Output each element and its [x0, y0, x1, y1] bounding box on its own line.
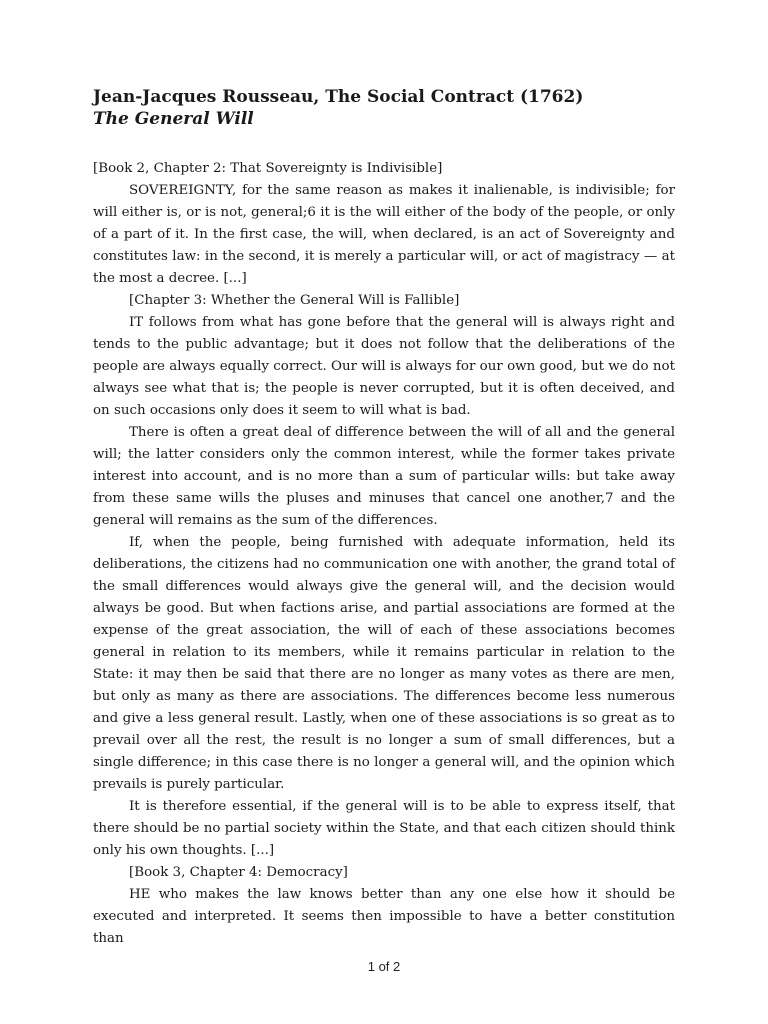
document-body [93, 158, 675, 950]
paragraph: There is often a great deal of difference between the will of all and the general will; the latter considers only the common interest, while the former takes private interest into account, and is no more than a sum of particular wills: but take away from these same wills the pluses and minuses that cancel one another,7 and the general will remains as the sum of the differences. [93, 425, 675, 528]
document-title: Jean-Jacques Rousseau, The Social Contract (1762) [93, 87, 584, 107]
paragraph: It is therefore essential, if the general will is to be able to express itself, that there should be no partial society within the State, and that each citizen should think only his own thoughts. [...] [93, 799, 675, 858]
paragraph: IT follows from what has gone before that the general will is always right and tends to the public advantage; but it does not follow that the deliberations of the people are always equally correct. Our will is always for our own good, but we do not always see what that is; the people is never corrupted, but it is often deceived, and on such occasions only does it seem to will what is bad. [93, 315, 675, 418]
section-heading: [Book 3, Chapter 4: Democracy] [129, 865, 348, 880]
paragraph: HE who makes the law knows better than any one else how it should be executed and interpreted. It seems then impossible to have a better constitution than [93, 887, 675, 946]
page-indicator: 1 of 2 [367, 959, 401, 974]
document-page [93, 86, 675, 950]
section-heading: [Book 2, Chapter 2: That Sovereignty is Indivisible] [93, 161, 443, 176]
section-heading: [Chapter 3: Whether the General Will is Fallible] [129, 293, 460, 308]
paragraph: SOVEREIGNTY, for the same reason as makes it inalienable, is indivisible; for will either is, or is not, general;6 it is the will either of the body of the people, or only of a part of it. In the first case, the will, when declared, is an act of Sovereignty and constitutes law: in the second, it is merely a particular will, or act of magistracy — at the most a decree. [...] [93, 183, 675, 286]
document-subtitle: The General Will [93, 109, 254, 129]
paragraph: If, when the people, being furnished with adequate information, held its deliberations, the citizens had no communication one with another, the grand total of the small differences would always give the general will, and the decision would always be good. But when factions arise, and partial associations are formed at the expense of the great association, the will of each of these associations becomes general in relation to its members, while it remains particular in relation to the State: it may then be said that there are no longer as many votes as there are men, but only as many as there are associations. The differences become less numerous and give a less general result. Lastly, when one of these associations is so great as to prevail over all the rest, the result is no longer a sum of small differences, but a single difference; in this case there is no longer a general will, and the opinion which prevails is purely particular. [93, 535, 675, 792]
